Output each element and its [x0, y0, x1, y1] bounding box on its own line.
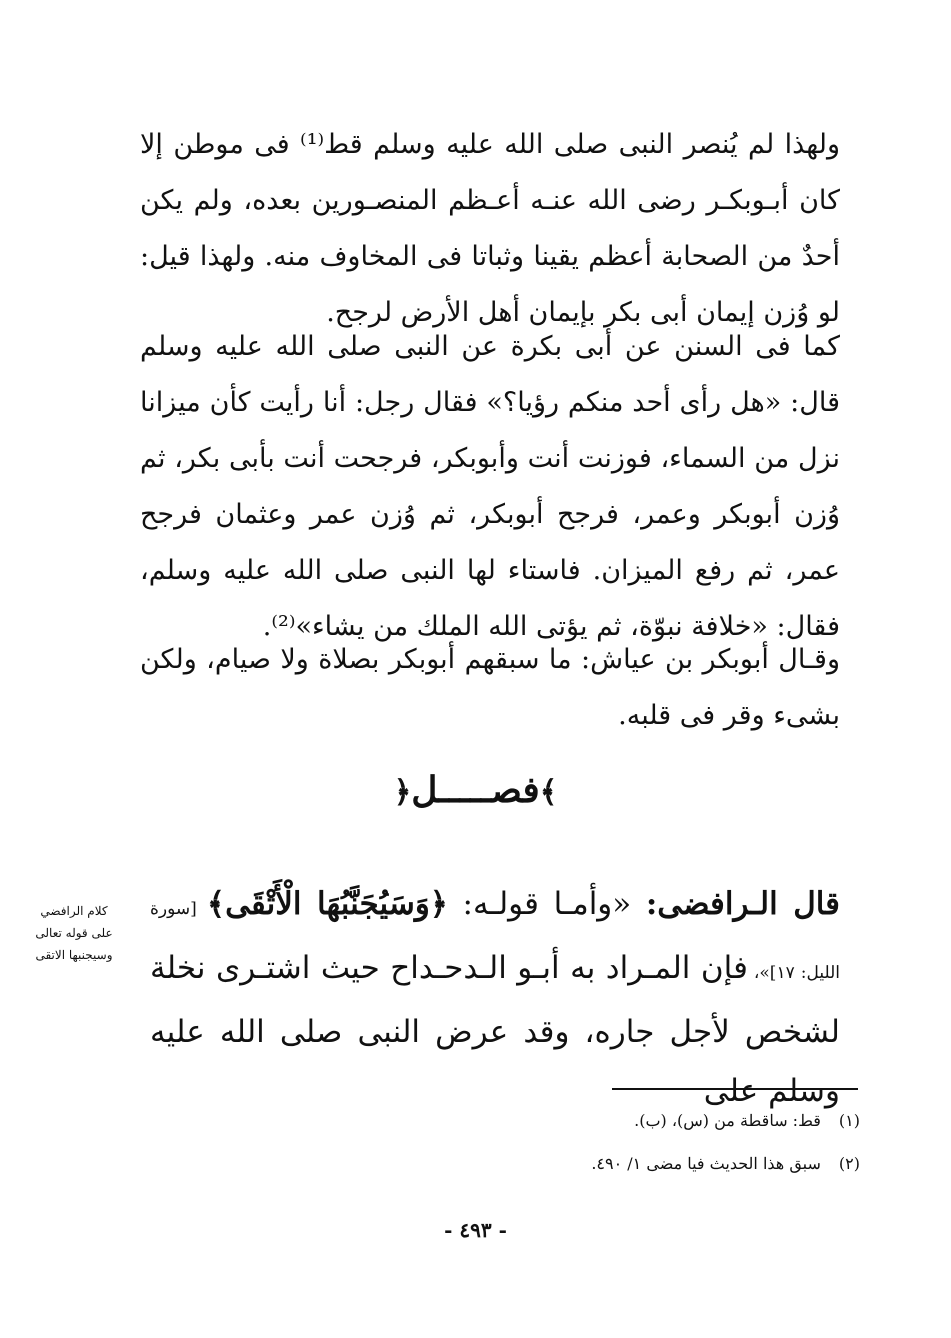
- margin-note-line-1: كلام الرافضي: [40, 904, 108, 918]
- paragraph-4: [150, 875, 840, 1121]
- heading-ornament-left: ﴿: [393, 775, 412, 810]
- footnote-divider: [612, 1088, 858, 1090]
- footnote-2-text: سبق هذا الحديث فيا مضى ١/ ٤٩٠.: [591, 1154, 821, 1173]
- paragraph-2: كما فى السنن عن أبى بكرة عن النبى صلى الله عليه وسلم قال: «هل رأى أحد منكم رؤيا؟» فقال رجل: أنا رأيت كأن ميزانا نزل من السماء، فوزنت أنت وأبوبكر، فرجحت أنت بأبى بكر، ثم وُزن أبوبكر وعمر، فرجح أبوبكر، ثم وُزن عمر وعثمان فرجح عمر، ثم رفع الميزان. فاستاء لها النبى صلى الله عليه وسلم، فقال: «خلافة نبوّة، ثم يؤتى الله الملك من يشاء»⁽²⁾.: [140, 331, 840, 642]
- footnote-1-number: (١): [838, 1111, 860, 1130]
- quote-intro: «وأمـا قولـه:: [447, 886, 646, 922]
- speaker-label: قال الـرافضى:: [645, 886, 840, 922]
- footnote-2: [300, 1150, 860, 1178]
- page-number: - ٤٩٣ -: [444, 1218, 507, 1242]
- paragraph-3: وقـال أبوبكر بن عياش: ما سبقهم أبوبكر بصلاة ولا صيام، ولكن بشىء وقر فى قلبه.: [140, 644, 840, 731]
- quran-verse: ﴿وَسَيُجَنَّبُهَا الْأَتْقَى﴾: [206, 886, 448, 922]
- paragraph-1: ولهذا لم يُنصر النبى صلى الله عليه وسلم قط⁽¹⁾ فى موطن إلا كان أبـوبكـر رضى الله عنـه أعـظم المنصـورين بعده، ولم يكن أحدٌ من الصحابة أعظم يقينا وثباتا فى المخاوف منه. ولهذا قيل: لو وُزن إيمان أبى بكر بإيمان أهل الأرض لرجح.: [140, 129, 840, 328]
- footnote-2-number: (٢): [838, 1154, 860, 1173]
- margin-note-line-3: وسيجنبها الاتقى: [35, 948, 113, 962]
- margin-note: [8, 900, 140, 966]
- verse-reference: [سورة الليل: ١٧]»،: [150, 899, 840, 983]
- margin-note-line-2: على قوله تعالى: [35, 926, 113, 940]
- footnote-1-text: قط: ساقطة من (س)، (ب).: [634, 1111, 821, 1130]
- heading-ornament-right: ﴾: [539, 775, 558, 810]
- footnote-1: [300, 1107, 860, 1135]
- paragraph-4-body: فإن المـراد به أبـو الـدحـداح حيث اشتـرى نخلة لشخص لأجل جاره، وقد عرض النبى صلى الله عليه وسلم على: [150, 950, 840, 1109]
- section-title: فصـــــل: [411, 769, 540, 811]
- section-heading: [0, 765, 951, 818]
